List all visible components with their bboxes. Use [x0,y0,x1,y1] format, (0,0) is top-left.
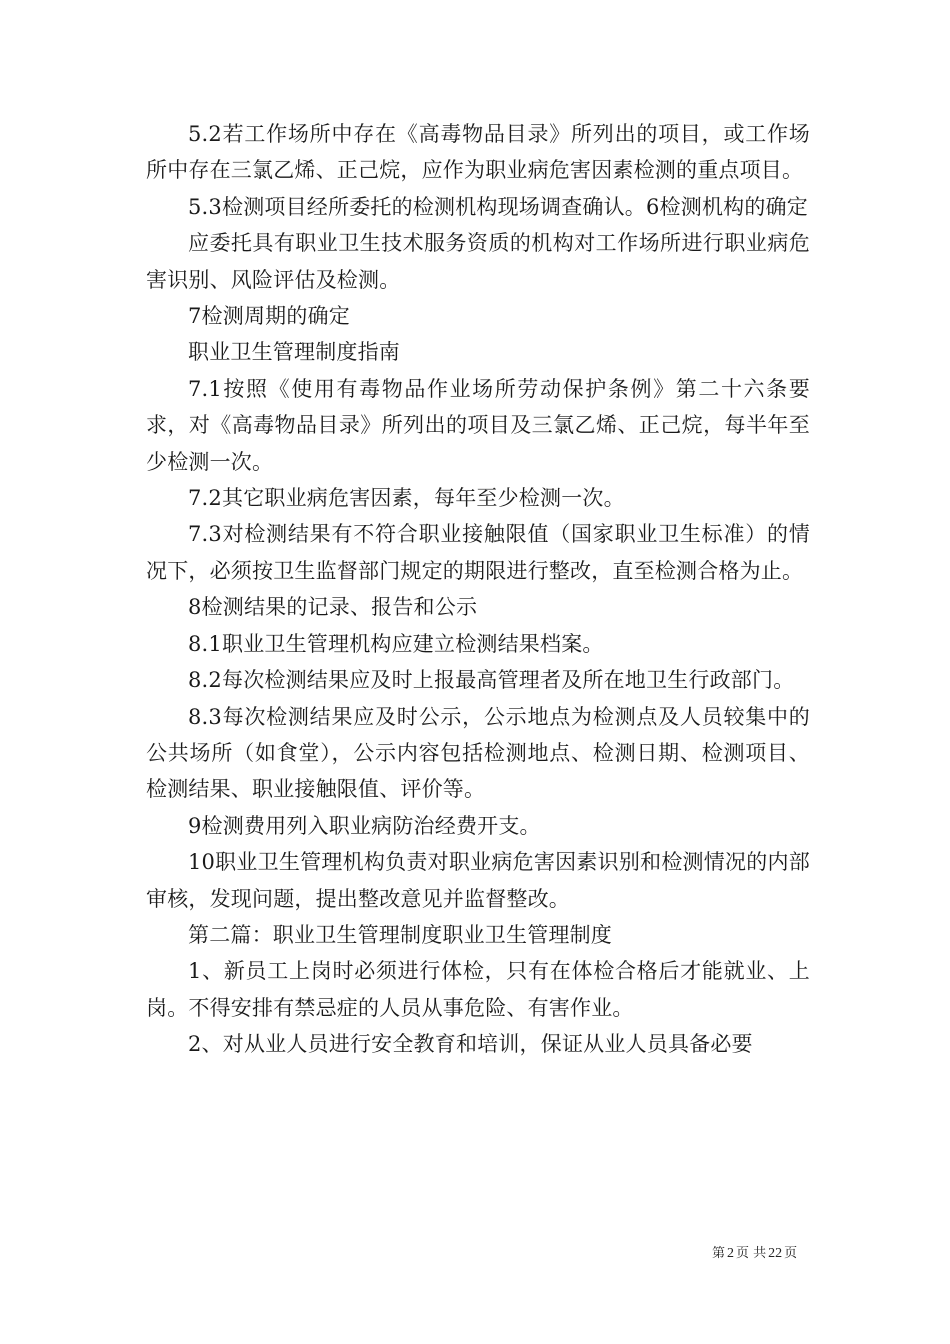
paragraph-5-3: 5.3检测项目经所委托的检测机构现场调查确认。6检测机构的确定 [188,194,808,219]
paragraph-7-2: 7.2其它职业病危害因素，每年至少检测一次。 [188,486,625,511]
paragraph-6-body: 应委托具有职业卫生技术服务资质的机构对工作场所进行职业病危害识别、风险评估及检测。 [146,231,810,292]
heading-7: 7检测周期的确定 [188,304,350,329]
footer-suffix: 页 [784,1246,798,1261]
paragraph-9: 9检测费用列入职业病防治经费开支。 [188,813,541,838]
paragraph-8-3: 8.3每次检测结果应及时公示，公示地点为检测点及人员较集中的公共场所（如食堂），公示内容包括检测地点、检测日期、检测项目、检测结果、职业接触限值、评价等。 [146,704,810,802]
rule-2: 2、对从业人员进行安全教育和培训，保证从业人员具备必要 [188,1032,753,1057]
paragraph-7-3: 7.3对检测结果有不符合职业接触限值（国家职业卫生标准）的情况下，必须按卫生监督部门规定的期限进行整改，直至检测合格为止。 [146,522,810,583]
guide-title: 职业卫生管理制度指南 [188,340,400,365]
paragraph-8-1: 8.1职业卫生管理机构应建立检测结果档案。 [188,631,604,656]
paragraph-8-2: 8.2每次检测结果应及时上报最高管理者及所在地卫生行政部门。 [188,668,795,693]
section-2-title: 第二篇：职业卫生管理制度职业卫生管理制度 [188,922,612,947]
heading-8: 8检测结果的记录、报告和公示 [188,595,478,620]
rule-1: 1、新员工上岗时必须进行体检，只有在体检合格后才能就业、上岗。不得安排有禁忌症的人员从事危险、有害作业。 [146,959,810,1020]
current-page-number: 2 [727,1246,735,1261]
total-page-number: 22 [768,1246,783,1261]
footer-prefix: 第 [712,1246,726,1261]
paragraph-5-2: 5.2若工作场所中存在《高毒物品目录》所列出的项目，或工作场所中存在三氯乙烯、正己烷，应作为职业病危害因素检测的重点项目。 [146,122,810,183]
document-body [146,116,810,1063]
footer-middle: 页 共 [736,1246,767,1261]
paragraph-10: 10职业卫生管理机构负责对职业病危害因素识别和检测情况的内部审核，发现问题，提出整改意见并监督整改。 [146,850,810,911]
paragraph-7-1: 7.1按照《使用有毒物品作业场所劳动保护条例》第二十六条要求，对《高毒物品目录》所列出的项目及三氯乙烯、正己烷，每半年至少检测一次。 [146,376,810,474]
page-number-label [712,1245,797,1263]
